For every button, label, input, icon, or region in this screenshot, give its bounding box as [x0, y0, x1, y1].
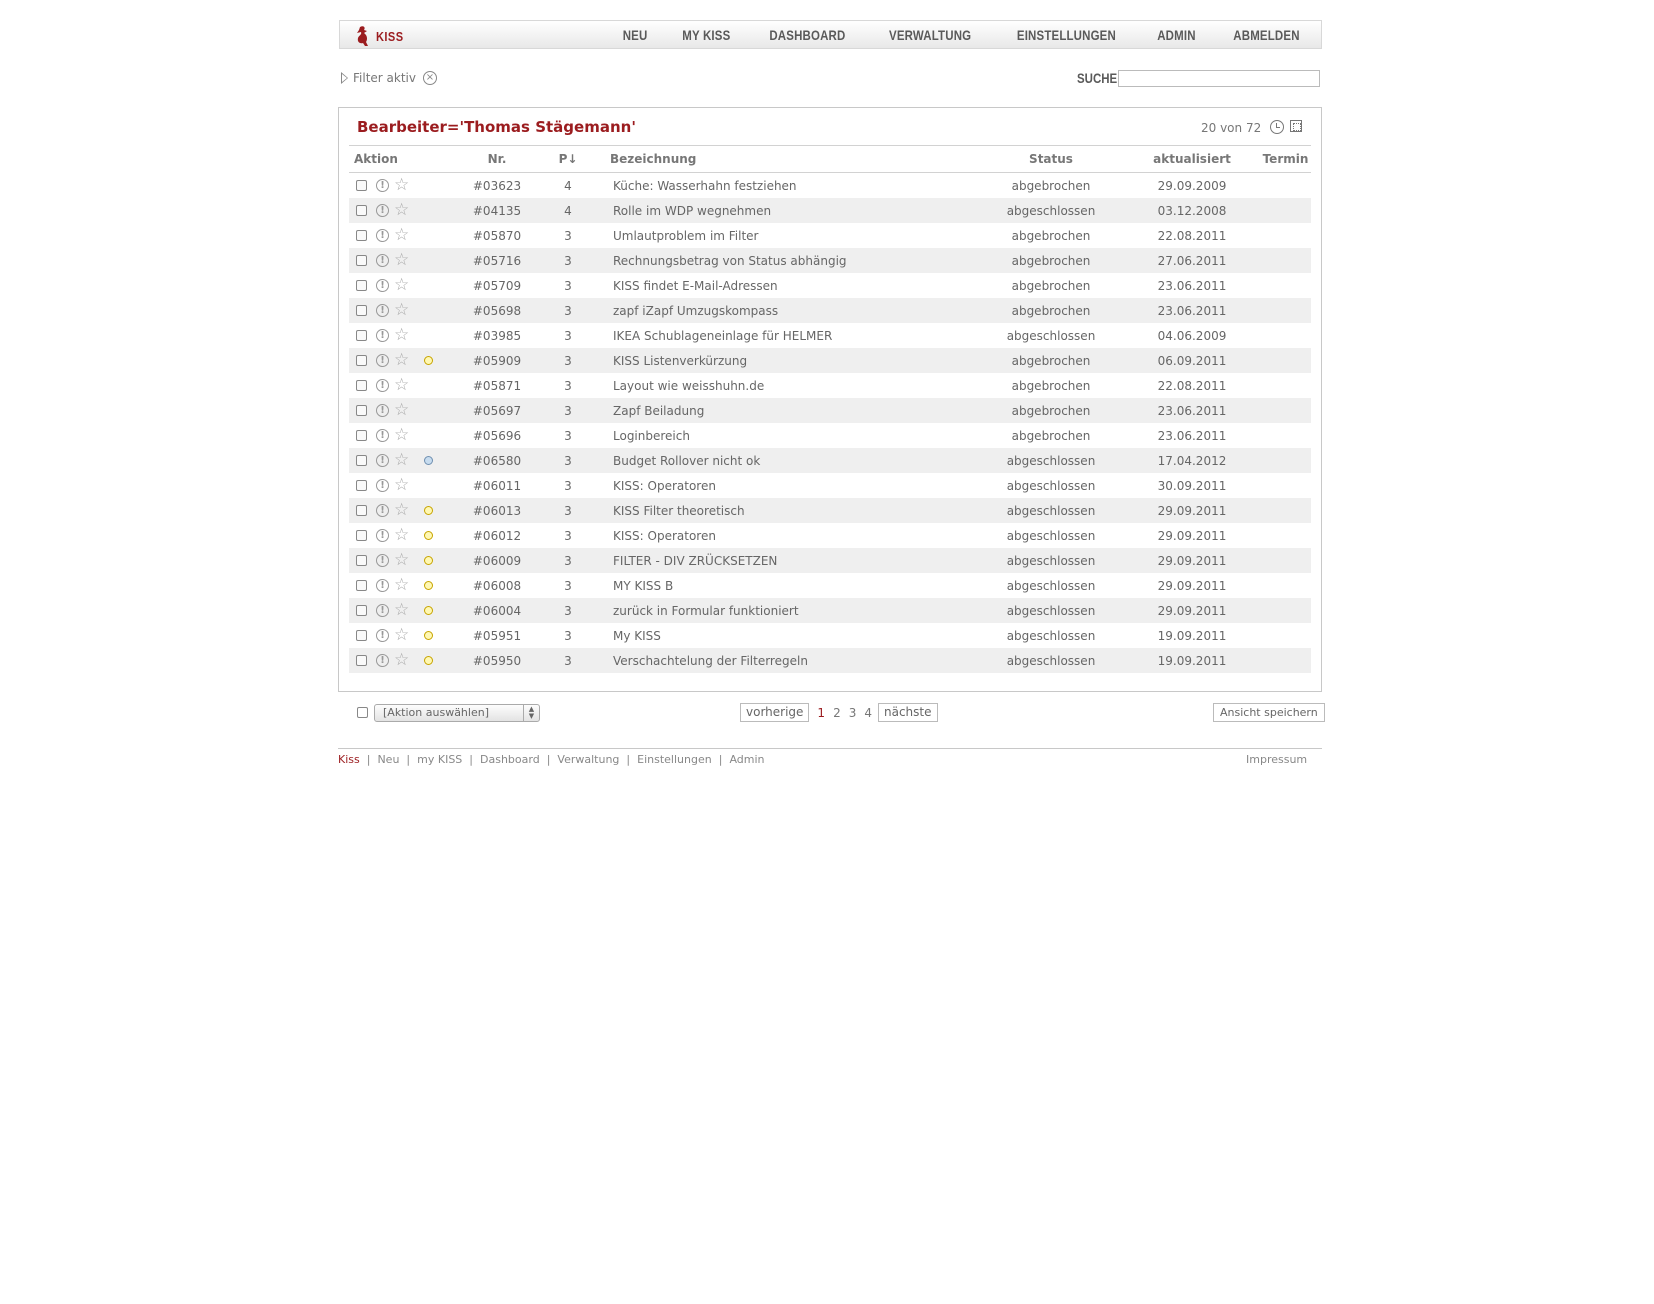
cell-termin: [1260, 298, 1311, 323]
cell-aktualisiert: 27.06.2011: [1124, 248, 1260, 273]
cell-priority: 3: [564, 578, 572, 593]
cell-nr[interactable]: #05871: [472, 378, 522, 393]
footer-link-my-kiss[interactable]: my KISS: [417, 753, 463, 766]
priority-flag-icon[interactable]: !: [376, 654, 389, 667]
row-actions: [349, 548, 468, 573]
cell-nr[interactable]: #05950: [468, 648, 526, 673]
star-icon[interactable]: ☆: [394, 375, 410, 395]
status-dot-icon: [424, 631, 433, 640]
star-icon[interactable]: ☆: [394, 200, 410, 220]
row-actions: [349, 523, 468, 548]
cell-priority: 4: [564, 178, 572, 193]
row-actions: [349, 623, 468, 648]
cell-termin: [1260, 573, 1311, 598]
cell-bezeichnung[interactable]: Verschachtelung der Filterregeln: [610, 648, 978, 673]
cell-termin: [1260, 323, 1311, 348]
nav-my-kiss[interactable]: MY KISS: [681, 26, 730, 43]
status-dot-icon: [424, 456, 433, 465]
cell-aktualisiert: 17.04.2012: [1124, 448, 1260, 473]
next-page-button[interactable]: nächste: [878, 703, 938, 722]
footer-link-dashboard[interactable]: Dashboard: [480, 753, 540, 766]
star-icon[interactable]: ☆: [394, 475, 410, 495]
impressum-link[interactable]: Impressum: [1246, 753, 1308, 766]
main-nav: [594, 21, 1307, 48]
cell-status: abgeschlossen: [978, 498, 1124, 523]
cell-status: abgeschlossen: [1006, 628, 1096, 643]
cell-aktualisiert: 22.08.2011: [1157, 228, 1227, 243]
cell-termin: [1260, 348, 1311, 373]
status-dot-icon: [424, 406, 433, 415]
cell-priority: 3: [564, 378, 572, 393]
cell-priority: 3: [526, 448, 610, 473]
cell-nr[interactable]: #05909: [468, 348, 526, 373]
row-actions: [349, 248, 468, 273]
cell-status: abgebrochen: [1011, 378, 1091, 393]
results-panel: [338, 107, 1322, 692]
cell-nr[interactable]: #05698: [468, 298, 526, 323]
row-actions: [349, 573, 468, 598]
col-status[interactable]: Status: [978, 146, 1124, 173]
cell-priority: 3: [526, 498, 610, 523]
footer-links: Kiss | Neu | my KISS | Dashboard | Verwaltung | Einstellungen | Admin: [338, 753, 765, 766]
cell-bezeichnung[interactable]: MY KISS B: [613, 578, 674, 593]
star-icon[interactable]: ☆: [394, 425, 410, 445]
cell-priority: 3: [526, 248, 610, 273]
cell-aktualisiert: 29.09.2011: [1124, 498, 1260, 523]
priority-flag-icon[interactable]: !: [376, 354, 389, 367]
cell-bezeichnung[interactable]: KISS: Operatoren: [613, 528, 716, 543]
table-row[interactable]: [349, 198, 1311, 223]
cell-bezeichnung[interactable]: Zapf Beiladung: [610, 398, 978, 423]
cell-priority: 3: [564, 328, 572, 343]
cell-aktualisiert: 23.06.2011: [1157, 428, 1227, 443]
row-checkbox[interactable]: [356, 330, 367, 341]
row-actions: [349, 473, 468, 498]
table-row[interactable]: [349, 223, 1311, 248]
col-bezeichnung[interactable]: Bezeichnung: [610, 146, 978, 173]
cell-status: abgeschlossen: [1006, 528, 1096, 543]
search-label: SUCHE: [1077, 70, 1118, 86]
status-dot-icon: [424, 231, 433, 240]
cell-bezeichnung[interactable]: Umlautproblem im Filter: [613, 228, 759, 243]
cell-termin: [1260, 398, 1311, 423]
priority-flag-icon[interactable]: !: [376, 529, 389, 542]
cell-termin: [1260, 598, 1311, 623]
page-3[interactable]: 3: [848, 705, 857, 720]
col-aktualisiert[interactable]: aktualisiert: [1124, 146, 1260, 173]
table-row[interactable]: [349, 248, 1311, 273]
star-icon[interactable]: ☆: [394, 250, 410, 270]
priority-flag-icon[interactable]: !: [376, 304, 389, 317]
cell-termin: [1260, 373, 1311, 398]
priority-flag-icon[interactable]: !: [376, 204, 389, 217]
search-input[interactable]: [1118, 70, 1320, 87]
status-dot-icon: [424, 206, 433, 215]
cell-nr[interactable]: #05870: [472, 228, 522, 243]
row-checkbox[interactable]: [356, 505, 367, 516]
row-checkbox[interactable]: [356, 380, 367, 391]
cell-nr[interactable]: #05697: [468, 398, 526, 423]
page-2[interactable]: 2: [833, 705, 841, 720]
footer-link-verwaltung[interactable]: Verwaltung: [557, 753, 620, 766]
clear-filter-icon[interactable]: ×: [423, 71, 437, 85]
row-checkbox[interactable]: [356, 280, 367, 291]
row-checkbox[interactable]: [356, 555, 367, 566]
page-1[interactable]: 1: [817, 705, 826, 720]
table-row[interactable]: [349, 448, 1311, 473]
cell-aktualisiert: 03.12.2008: [1124, 198, 1260, 223]
cell-status: abgeschlossen: [978, 198, 1124, 223]
cell-termin: [1260, 473, 1311, 498]
col-aktion: Aktion: [349, 146, 468, 173]
row-checkbox[interactable]: [356, 305, 367, 316]
expand-triangle-icon: [341, 72, 348, 84]
row-actions: [349, 648, 468, 673]
table-row[interactable]: [349, 173, 1311, 199]
table-header: [349, 146, 1311, 173]
row-actions: [349, 598, 468, 623]
save-view-button[interactable]: Ansicht speichern: [1213, 703, 1325, 722]
nav-abmelden[interactable]: ABMELDEN: [1233, 26, 1300, 43]
cell-status: abgebrochen: [978, 248, 1124, 273]
priority-flag-icon[interactable]: !: [376, 329, 389, 342]
cell-termin: [1260, 648, 1311, 673]
cell-bezeichnung[interactable]: Küche: Wasserhahn festziehen: [613, 178, 797, 193]
cell-aktualisiert: 23.06.2011: [1124, 298, 1260, 323]
cell-bezeichnung[interactable]: Rolle im WDP wegnehmen: [610, 198, 978, 223]
panel-title: Bearbeiter='Thomas Stägemann': [357, 118, 636, 136]
cell-bezeichnung[interactable]: Layout wie weisshuhn.de: [613, 378, 765, 393]
cell-priority: 3: [526, 398, 610, 423]
status-dot-icon: [424, 581, 433, 590]
pagination: [740, 703, 938, 722]
cell-termin: [1260, 173, 1311, 199]
table-row[interactable]: [349, 423, 1311, 448]
row-checkbox[interactable]: [356, 480, 367, 491]
cell-priority: 3: [526, 648, 610, 673]
cell-bezeichnung[interactable]: KISS Filter theoretisch: [610, 498, 978, 523]
cell-bezeichnung[interactable]: IKEA Schublageneinlage für HELMER: [613, 328, 833, 343]
cell-nr[interactable]: #06011: [472, 478, 522, 493]
status-dot-icon: [424, 556, 433, 565]
cell-priority: 3: [564, 478, 572, 493]
nav-einstellungen[interactable]: EINSTELLUNGEN: [1017, 26, 1117, 43]
row-checkbox[interactable]: [356, 355, 367, 366]
row-checkbox[interactable]: [356, 605, 367, 616]
priority-flag-icon[interactable]: !: [376, 379, 389, 392]
row-actions: [349, 348, 468, 373]
status-dot-icon: [424, 606, 433, 615]
cell-status: abgeschlossen: [978, 548, 1124, 573]
cell-termin: [1260, 248, 1311, 273]
cell-bezeichnung[interactable]: FILTER - DIV ZRÜCKSETZEN: [610, 548, 978, 573]
cell-status: abgebrochen: [1011, 178, 1091, 193]
top-navigation-bar: [339, 20, 1322, 49]
cell-status: abgebrochen: [1011, 278, 1091, 293]
action-select-value: [Aktion auswählen]: [383, 706, 489, 719]
row-checkbox[interactable]: [356, 230, 367, 241]
cell-termin: [1260, 223, 1311, 248]
star-icon[interactable]: ☆: [394, 225, 410, 245]
star-icon[interactable]: ☆: [394, 275, 410, 295]
rooster-logo-icon: [354, 25, 372, 47]
star-icon[interactable]: ☆: [394, 575, 410, 595]
star-icon[interactable]: ☆: [394, 525, 410, 545]
priority-flag-icon[interactable]: !: [376, 554, 389, 567]
col-termin[interactable]: Termin: [1260, 146, 1311, 173]
cell-aktualisiert: 23.06.2011: [1124, 398, 1260, 423]
cell-status: abgeschlossen: [978, 648, 1124, 673]
col-nr[interactable]: Nr.: [468, 146, 526, 173]
star-icon[interactable]: ☆: [394, 550, 410, 570]
cell-status: abgebrochen: [1011, 228, 1091, 243]
priority-flag-icon[interactable]: !: [376, 254, 389, 267]
cell-nr[interactable]: #04135: [468, 198, 526, 223]
col-priority[interactable]: P↓: [526, 146, 610, 173]
star-icon[interactable]: ☆: [394, 400, 410, 420]
filter-toggle[interactable]: [341, 70, 437, 86]
star-icon[interactable]: ☆: [394, 350, 410, 370]
status-dot-icon: [424, 356, 433, 365]
cell-status: abgebrochen: [978, 298, 1124, 323]
cell-priority: 3: [564, 228, 572, 243]
table-row[interactable]: [349, 523, 1311, 548]
priority-flag-icon[interactable]: !: [376, 479, 389, 492]
cell-status: abgeschlossen: [978, 598, 1124, 623]
cell-bezeichnung[interactable]: My KISS: [613, 628, 661, 643]
cell-termin: [1260, 198, 1311, 223]
priority-flag-icon[interactable]: !: [376, 504, 389, 517]
table-row[interactable]: [349, 623, 1311, 648]
page-4[interactable]: 4: [864, 705, 872, 720]
cell-priority: 3: [564, 628, 572, 643]
table-row[interactable]: [349, 373, 1311, 398]
cell-bezeichnung[interactable]: Rechnungsbetrag von Status abhängig: [610, 248, 978, 273]
row-actions: [349, 448, 468, 473]
action-select[interactable]: [374, 704, 540, 722]
priority-flag-icon[interactable]: !: [376, 179, 389, 192]
row-actions: [349, 398, 468, 423]
cell-nr[interactable]: #06580: [468, 448, 526, 473]
cell-termin: [1260, 448, 1311, 473]
table-row[interactable]: [349, 598, 1311, 623]
table-row[interactable]: [349, 323, 1311, 348]
cell-nr[interactable]: #05716: [468, 248, 526, 273]
nav-admin[interactable]: ADMIN: [1157, 26, 1196, 43]
table-row[interactable]: [349, 473, 1311, 498]
cell-aktualisiert: 19.09.2011: [1157, 628, 1227, 643]
cell-nr[interactable]: #06009: [468, 548, 526, 573]
cell-bezeichnung[interactable]: KISS Listenverkürzung: [610, 348, 978, 373]
row-actions: [349, 273, 468, 298]
status-dot-icon: [424, 381, 433, 390]
table-row[interactable]: [349, 573, 1311, 598]
cell-priority: 3: [526, 548, 610, 573]
cell-bezeichnung[interactable]: Budget Rollover nicht ok: [610, 448, 978, 473]
cell-termin: [1260, 273, 1311, 298]
cell-bezeichnung[interactable]: Loginbereich: [613, 428, 690, 443]
row-actions: [349, 498, 468, 523]
filter-label: Filter aktiv: [353, 71, 416, 85]
row-checkbox[interactable]: [356, 180, 367, 191]
cell-priority: 3: [564, 428, 572, 443]
cell-nr[interactable]: #06012: [472, 528, 522, 543]
cell-priority: 3: [526, 598, 610, 623]
cell-priority: 3: [526, 298, 610, 323]
table-row[interactable]: [349, 348, 1311, 373]
priority-flag-icon[interactable]: !: [376, 429, 389, 442]
row-checkbox[interactable]: [356, 405, 367, 416]
row-checkbox[interactable]: [356, 255, 367, 266]
star-icon[interactable]: ☆: [394, 625, 410, 645]
row-checkbox[interactable]: [356, 630, 367, 641]
status-dot-icon: [424, 256, 433, 265]
row-checkbox[interactable]: [356, 455, 367, 466]
cell-status: abgebrochen: [978, 348, 1124, 373]
nav-neu[interactable]: NEU: [623, 26, 648, 43]
table-row[interactable]: [349, 498, 1311, 523]
row-checkbox[interactable]: [356, 655, 367, 666]
select-arrows-icon: ▲ ▼: [523, 705, 539, 721]
priority-flag-icon[interactable]: !: [376, 629, 389, 642]
star-icon[interactable]: ☆: [394, 600, 410, 620]
cell-priority: 4: [526, 198, 610, 223]
status-dot-icon: [424, 506, 433, 515]
status-dot-icon: [424, 431, 433, 440]
star-icon[interactable]: ☆: [394, 450, 410, 470]
cell-priority: 3: [526, 348, 610, 373]
cell-termin: [1260, 548, 1311, 573]
footer-divider: [338, 748, 1322, 749]
cell-aktualisiert: 19.09.2011: [1124, 648, 1260, 673]
row-actions: [349, 198, 468, 223]
priority-flag-icon[interactable]: !: [376, 229, 389, 242]
row-checkbox[interactable]: [356, 205, 367, 216]
star-icon[interactable]: ☆: [394, 325, 410, 345]
cell-nr[interactable]: #05696: [472, 428, 522, 443]
nav-verwaltung[interactable]: VERWALTUNG: [889, 26, 972, 43]
row-checkbox[interactable]: [356, 530, 367, 541]
cell-termin: [1260, 498, 1311, 523]
table-row[interactable]: [349, 548, 1311, 573]
cell-aktualisiert: 29.09.2011: [1157, 578, 1227, 593]
cell-priority: 3: [564, 528, 572, 543]
cell-nr[interactable]: #05951: [472, 628, 522, 643]
row-actions: [349, 373, 468, 398]
status-dot-icon: [424, 306, 433, 315]
status-dot-icon: [424, 181, 433, 190]
star-icon[interactable]: ☆: [394, 300, 410, 320]
ticket-table: [349, 146, 1311, 673]
row-actions: [349, 323, 468, 348]
logo-text: KISS: [376, 28, 404, 44]
logo[interactable]: [354, 25, 408, 47]
priority-flag-icon[interactable]: !: [376, 279, 389, 292]
cell-aktualisiert: 29.09.2009: [1157, 178, 1227, 193]
status-dot-icon: [424, 656, 433, 665]
cell-status: abgeschlossen: [1006, 328, 1096, 343]
cell-nr[interactable]: #03985: [472, 328, 522, 343]
footer-link-admin[interactable]: Admin: [729, 753, 765, 766]
clock-icon[interactable]: [1270, 120, 1284, 134]
cell-bezeichnung[interactable]: KISS: Operatoren: [613, 478, 716, 493]
priority-flag-icon[interactable]: !: [376, 404, 389, 417]
fullscreen-icon[interactable]: [1290, 120, 1302, 132]
cell-termin: [1260, 523, 1311, 548]
cell-status: abgebrochen: [978, 398, 1124, 423]
status-dot-icon: [424, 481, 433, 490]
star-icon[interactable]: ☆: [394, 500, 410, 520]
row-checkbox[interactable]: [356, 580, 367, 591]
prev-page-button[interactable]: vorherige: [740, 703, 809, 722]
cell-aktualisiert: 23.06.2011: [1157, 278, 1227, 293]
cell-aktualisiert: 29.09.2011: [1124, 548, 1260, 573]
cell-nr[interactable]: #06013: [468, 498, 526, 523]
priority-flag-icon[interactable]: !: [376, 604, 389, 617]
row-actions: [349, 298, 468, 323]
status-dot-icon: [424, 281, 433, 290]
cell-nr[interactable]: #05709: [472, 278, 522, 293]
nav-dashboard[interactable]: DASHBOARD: [769, 26, 846, 43]
cell-nr[interactable]: #06008: [472, 578, 522, 593]
footer-link-einstellungen[interactable]: Einstellungen: [637, 753, 712, 766]
cell-bezeichnung[interactable]: KISS findet E-Mail-Adressen: [613, 278, 778, 293]
cell-bezeichnung[interactable]: zapf iZapf Umzugskompass: [610, 298, 978, 323]
star-icon[interactable]: ☆: [394, 650, 410, 670]
row-actions: [349, 173, 468, 199]
footer-link-neu[interactable]: Neu: [377, 753, 400, 766]
row-actions: [349, 223, 468, 248]
cell-aktualisiert: 29.09.2011: [1124, 598, 1260, 623]
footer-link-kiss[interactable]: Kiss: [338, 753, 360, 766]
cell-aktualisiert: 29.09.2011: [1157, 528, 1227, 543]
table-row[interactable]: [349, 648, 1311, 673]
select-all-checkbox[interactable]: [357, 707, 368, 718]
status-dot-icon: [424, 331, 433, 340]
cell-priority: 3: [564, 278, 572, 293]
cell-aktualisiert: 06.09.2011: [1124, 348, 1260, 373]
cell-nr[interactable]: #06004: [468, 598, 526, 623]
cell-status: abgeschlossen: [978, 448, 1124, 473]
cell-bezeichnung[interactable]: zurück in Formular funktioniert: [610, 598, 978, 623]
cell-nr[interactable]: #03623: [472, 178, 522, 193]
cell-termin: [1260, 623, 1311, 648]
table-body: [349, 173, 1311, 674]
cell-status: abgebrochen: [1011, 428, 1091, 443]
cell-status: abgeschlossen: [1006, 578, 1096, 593]
star-icon[interactable]: ☆: [394, 175, 410, 195]
table-row[interactable]: [349, 298, 1311, 323]
row-checkbox[interactable]: [356, 430, 367, 441]
cell-aktualisiert: 22.08.2011: [1157, 378, 1227, 393]
cell-aktualisiert: 30.09.2011: [1157, 478, 1227, 493]
table-row[interactable]: [349, 273, 1311, 298]
cell-status: abgeschlossen: [1006, 478, 1096, 493]
cell-aktualisiert: 04.06.2009: [1157, 328, 1227, 343]
table-row[interactable]: [349, 398, 1311, 423]
priority-flag-icon[interactable]: !: [376, 454, 389, 467]
row-actions: [349, 423, 468, 448]
cell-termin: [1260, 423, 1311, 448]
priority-flag-icon[interactable]: !: [376, 579, 389, 592]
result-count: 20 von 72: [1201, 121, 1262, 135]
status-dot-icon: [424, 531, 433, 540]
